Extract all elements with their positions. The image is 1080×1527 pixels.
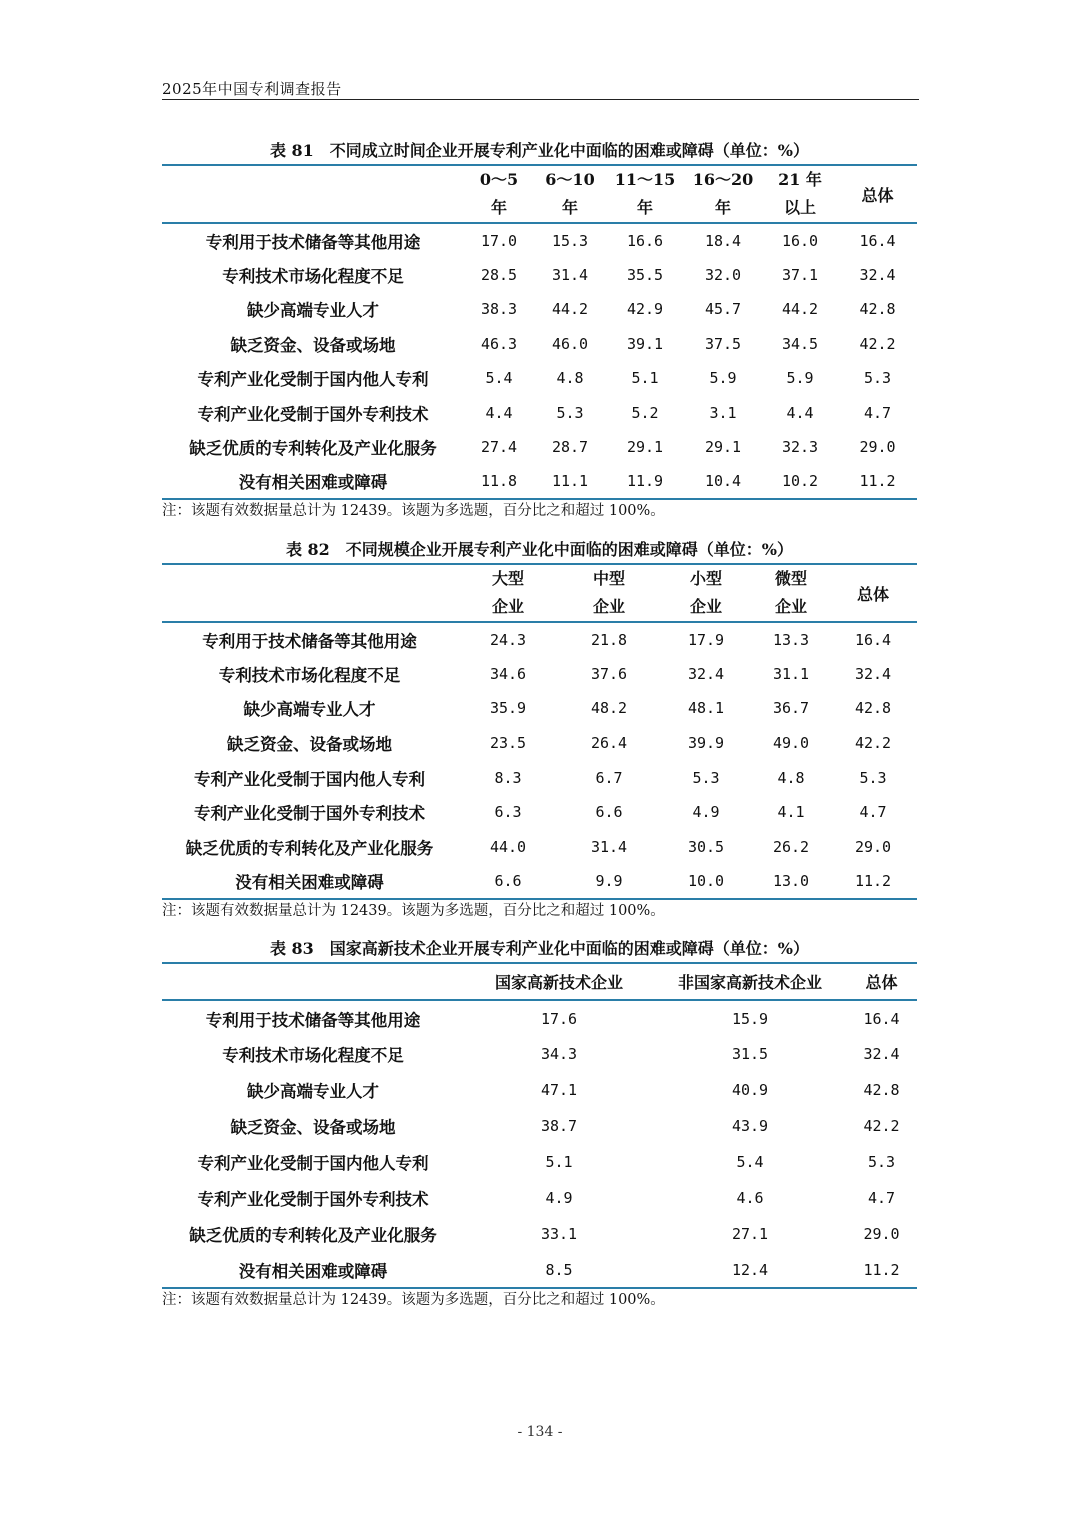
row-label: 专利产业化受制于国内他人专利	[197, 370, 429, 390]
table-cell-value: 49.0	[772, 734, 810, 753]
table-cell-value: 5.3	[692, 768, 720, 787]
table-cell-value: 32.0	[704, 265, 742, 284]
table-cell-value: 8.5	[545, 1260, 573, 1279]
table-cell-value: 9.9	[595, 871, 623, 890]
row-label: 缺少高端专业人才	[247, 301, 379, 321]
column-header-line2: 年	[714, 198, 731, 217]
row-label: 缺乏优质的专利转化及产业化服务	[189, 1226, 437, 1245]
table-cell-value: 4.9	[692, 803, 720, 822]
table-cell-value: 30.5	[687, 837, 725, 856]
column-header-line2: 企业	[592, 597, 625, 616]
running-header: 2025年中国专利调查报告	[162, 80, 342, 98]
column-header-line1: 总体	[861, 185, 894, 205]
table-cell-value: 37.1	[781, 265, 819, 284]
table-cell-value: 17.0	[480, 231, 518, 250]
table-cell-value: 16.4	[854, 630, 892, 649]
row-label: 专利用于技术储备等其他用途	[202, 631, 417, 651]
table-cell-value: 34.6	[489, 664, 527, 683]
table-cell-value: 42.2	[859, 334, 896, 353]
table-cell-value: 5.1	[631, 369, 659, 388]
column-header	[829, 564, 917, 622]
row-label: 专利技术市场化程度不足	[218, 665, 401, 685]
table-cell-value: 42.9	[626, 300, 664, 319]
table-cell-value: 16.6	[626, 231, 664, 250]
table-cell-value: 27.1	[731, 1225, 769, 1243]
table-row	[162, 657, 917, 692]
table-cell-value: 11.1	[551, 472, 589, 491]
column-header	[846, 963, 917, 1000]
row-label: 缺乏资金、设备或场地	[227, 735, 392, 755]
table-caption: 表 81 不同成立时间企业开展专利产业化中面临的困难或障碍（单位：%）	[269, 141, 810, 160]
table-cell-value: 27.4	[480, 438, 518, 457]
table-row	[162, 465, 917, 500]
row-label: 缺乏优质的专利转化及产业化服务	[185, 838, 434, 858]
table-cell-value: 16.0	[781, 231, 819, 250]
table-row	[162, 1180, 917, 1216]
table-cell-value: 32.4	[863, 1045, 900, 1063]
table-row	[162, 830, 917, 865]
table-cell-value: 47.1	[540, 1081, 578, 1099]
table-cell-value: 29.0	[854, 837, 892, 856]
table-cell-value: 4.7	[867, 1189, 896, 1207]
table-cell-value: 17.9	[687, 630, 725, 649]
table-cell-value: 4.6	[736, 1189, 764, 1207]
table-cell-value: 35.5	[626, 265, 664, 284]
table-cell-value: 11.2	[863, 1260, 900, 1279]
row-label: 专利用于技术储备等其他用途	[205, 232, 421, 252]
table-row	[162, 430, 917, 465]
table-cell-value: 4.7	[863, 403, 892, 422]
table-cell-value: 5.4	[485, 369, 513, 388]
table-cell-value: 4.4	[786, 403, 814, 422]
table-cell-value: 15.3	[551, 231, 589, 250]
table-cell-value: 34.5	[781, 334, 819, 353]
header-rule	[162, 99, 919, 100]
table-row	[162, 292, 917, 327]
table-row	[162, 691, 917, 726]
table-cell-value: 11.2	[859, 472, 896, 491]
column-header-line1: 中型	[592, 569, 625, 588]
table-row	[162, 726, 917, 761]
table-cell-value: 31.1	[772, 664, 810, 683]
table-row	[162, 864, 917, 899]
table-cell-value: 48.1	[687, 699, 725, 718]
table-cell-value: 46.3	[480, 334, 518, 353]
column-header-line2: 年	[636, 198, 653, 217]
column-header-line2: 企业	[491, 597, 524, 616]
table-row	[162, 1000, 917, 1036]
table-cell-value: 39.1	[626, 334, 664, 353]
table-cell-value: 29.0	[863, 1225, 900, 1243]
column-header	[559, 564, 659, 622]
table-cell-value: 4.4	[485, 403, 513, 422]
table-cell-value: 6.3	[494, 803, 522, 822]
table-cell-value: 11.2	[854, 871, 892, 890]
table-row	[162, 1072, 917, 1108]
table-cell-value: 42.8	[854, 699, 892, 718]
row-label: 专利产业化受制于国内他人专利	[194, 769, 425, 789]
column-header-line2: 企业	[774, 597, 807, 616]
table-row	[162, 1252, 917, 1288]
header-empty-cell	[162, 963, 464, 1000]
table-row	[162, 1144, 917, 1180]
data-table-83	[162, 962, 917, 1289]
table-cell-value: 18.4	[704, 231, 742, 250]
row-label: 专利产业化受制于国内他人专利	[197, 1154, 429, 1173]
table-cell-value: 31.4	[551, 265, 589, 284]
table-cell-value: 32.3	[781, 438, 819, 457]
table-cell-value: 5.3	[863, 369, 892, 388]
table-cell-value: 6.6	[595, 803, 623, 822]
table-cell-value: 10.2	[781, 472, 819, 491]
table-cell-value: 16.4	[863, 1009, 900, 1028]
table-row	[162, 1216, 917, 1252]
table-cell-value: 5.3	[867, 1153, 896, 1171]
table-cell-value: 26.2	[772, 837, 810, 856]
column-header-line1: 小型	[689, 569, 722, 588]
table-cell-value: 38.7	[540, 1117, 578, 1135]
table-cell-value: 48.2	[590, 699, 628, 718]
column-header	[659, 564, 753, 622]
table-cell-value: 16.4	[859, 231, 896, 250]
table-cell-value: 35.9	[489, 699, 527, 718]
column-header	[762, 165, 838, 223]
table-row	[162, 396, 917, 431]
row-label: 专利产业化受制于国外专利技术	[197, 404, 429, 424]
table-cell-value: 5.3	[556, 403, 584, 422]
column-header-line1: 16～20	[692, 170, 754, 189]
row-label: 专利技术市场化程度不足	[222, 1046, 404, 1065]
column-header	[464, 963, 654, 1000]
table-cell-value: 5.9	[709, 369, 737, 388]
row-label: 没有相关困难或障碍	[238, 473, 388, 493]
table-82-block	[162, 537, 917, 922]
row-label: 缺乏资金、设备或场地	[230, 335, 396, 355]
table-cell-value: 23.5	[489, 734, 527, 753]
table-note: 注：该题有效数据量总计为 12439。该题为多选题，百分比之和超过 100%。	[162, 503, 665, 519]
column-header-line1: 总体	[865, 973, 898, 992]
table-row	[162, 795, 917, 830]
table-row	[162, 622, 917, 657]
table-cell-value: 4.8	[777, 768, 805, 787]
table-cell-value: 29.1	[704, 438, 742, 457]
row-label: 专利技术市场化程度不足	[222, 266, 404, 286]
column-header-line1: 21 年	[778, 170, 822, 189]
table-cell-value: 33.1	[540, 1225, 578, 1243]
table-cell-value: 28.7	[551, 438, 589, 457]
table-cell-value: 8.3	[494, 768, 522, 787]
table-cell-value: 45.7	[704, 300, 742, 319]
table-cell-value: 42.8	[859, 300, 896, 319]
header-empty-cell	[162, 564, 457, 622]
table-header-row	[162, 165, 917, 223]
table-row	[162, 223, 917, 258]
table-cell-value: 31.4	[590, 837, 628, 856]
table-cell-value: 40.9	[731, 1081, 769, 1099]
table-cell-value: 11.8	[480, 472, 518, 491]
column-header-line1: 总体	[856, 584, 889, 604]
table-note: 注：该题有效数据量总计为 12439。该题为多选题，百分比之和超过 100%。	[162, 1292, 665, 1308]
column-header-line1: 11～15	[614, 170, 676, 189]
table-cell-value: 5.1	[545, 1153, 573, 1171]
row-label: 缺乏资金、设备或场地	[230, 1118, 396, 1137]
data-table-81	[162, 164, 917, 500]
column-header-line1: 非国家高新技术企业	[677, 973, 822, 992]
table-cell-value: 37.5	[704, 334, 742, 353]
table-cell-value: 10.4	[704, 472, 742, 491]
column-header-line1: 6～10	[545, 170, 595, 189]
table-cell-value: 13.0	[772, 871, 810, 890]
table-cell-value: 12.4	[731, 1260, 769, 1279]
column-header-line1: 0～5	[479, 170, 519, 189]
table-cell-value: 15.9	[731, 1009, 769, 1028]
row-label: 缺乏优质的专利转化及产业化服务	[189, 439, 437, 459]
table-cell-value: 6.6	[494, 871, 522, 890]
table-cell-value: 29.1	[626, 438, 664, 457]
table-cell-value: 5.2	[631, 403, 659, 422]
data-table-82	[162, 563, 917, 900]
table-83-block	[162, 936, 917, 1311]
table-cell-value: 4.7	[859, 803, 887, 822]
column-header	[534, 165, 606, 223]
table-cell-value: 4.9	[545, 1189, 573, 1207]
table-cell-value: 44.2	[781, 300, 819, 319]
table-note: 注：该题有效数据量总计为 12439。该题为多选题，百分比之和超过 100%。	[162, 902, 665, 919]
column-header-line2: 年	[561, 198, 578, 217]
table-header-row	[162, 564, 917, 622]
table-cell-value: 32.4	[687, 664, 725, 683]
column-header-line2: 以上	[783, 198, 816, 217]
table-cell-value: 4.1	[777, 803, 805, 822]
table-cell-value: 37.6	[590, 664, 628, 683]
table-cell-value: 5.9	[786, 369, 814, 388]
table-cell-value: 13.3	[772, 630, 810, 649]
table-cell-value: 26.4	[590, 734, 628, 753]
row-label: 专利产业化受制于国外专利技术	[194, 804, 425, 824]
table-cell-value: 36.7	[772, 699, 810, 718]
column-header	[753, 564, 829, 622]
table-cell-value: 43.9	[731, 1117, 769, 1135]
table-cell-value: 42.8	[863, 1081, 900, 1099]
table-cell-value: 42.2	[854, 734, 892, 753]
table-cell-value: 5.3	[859, 768, 887, 787]
table-row	[162, 1036, 917, 1072]
table-row	[162, 327, 917, 362]
page-number: - 134 -	[517, 1424, 563, 1440]
column-header-line1: 大型	[491, 569, 524, 588]
row-label: 专利用于技术储备等其他用途	[205, 1010, 421, 1030]
table-row	[162, 760, 917, 795]
column-header	[464, 165, 534, 223]
table-cell-value: 28.5	[480, 265, 518, 284]
table-cell-value: 44.0	[489, 837, 527, 856]
column-header	[606, 165, 684, 223]
table-cell-value: 3.1	[709, 403, 737, 422]
column-header-line1: 微型	[774, 569, 807, 588]
table-cell-value: 44.2	[551, 300, 589, 319]
table-cell-value: 6.7	[595, 768, 623, 787]
table-81-block	[162, 138, 917, 522]
table-cell-value: 11.9	[626, 472, 664, 491]
row-label: 专利产业化受制于国外专利技术	[197, 1190, 429, 1209]
column-header-line2: 年	[490, 198, 507, 217]
table-cell-value: 29.0	[859, 438, 896, 457]
row-label: 缺少高端专业人才	[243, 700, 376, 720]
column-header	[838, 165, 917, 223]
row-label: 缺少高端专业人才	[247, 1082, 379, 1101]
table-caption: 表 83 国家高新技术企业开展专利产业化中面临的困难或障碍（单位：%）	[269, 939, 810, 958]
table-cell-value: 31.5	[731, 1045, 769, 1063]
table-cell-value: 32.4	[859, 265, 896, 284]
table-row	[162, 258, 917, 293]
table-cell-value: 38.3	[480, 300, 518, 319]
header-empty-cell	[162, 165, 464, 223]
table-cell-value: 32.4	[854, 664, 892, 683]
table-row	[162, 361, 917, 396]
column-header	[457, 564, 559, 622]
table-cell-value: 4.8	[556, 369, 584, 388]
column-header	[684, 165, 762, 223]
table-cell-value: 42.2	[863, 1117, 900, 1135]
table-cell-value: 34.3	[540, 1045, 578, 1063]
table-row	[162, 1108, 917, 1144]
table-caption: 表 82 不同规模企业开展专利产业化中面临的困难或障碍（单位：%）	[285, 540, 794, 559]
table-cell-value: 24.3	[489, 630, 527, 649]
table-cell-value: 5.4	[736, 1153, 764, 1171]
row-label: 没有相关困难或障碍	[238, 1261, 388, 1281]
column-header	[654, 963, 846, 1000]
table-header-row	[162, 963, 917, 1000]
table-cell-value: 46.0	[551, 334, 589, 353]
column-header-line1: 国家高新技术企业	[494, 973, 623, 992]
table-cell-value: 21.8	[590, 630, 628, 649]
table-cell-value: 39.9	[687, 734, 725, 753]
column-header-line2: 企业	[689, 597, 722, 616]
row-label: 没有相关困难或障碍	[235, 872, 384, 892]
table-cell-value: 10.0	[687, 871, 725, 890]
table-cell-value: 17.6	[540, 1009, 578, 1028]
